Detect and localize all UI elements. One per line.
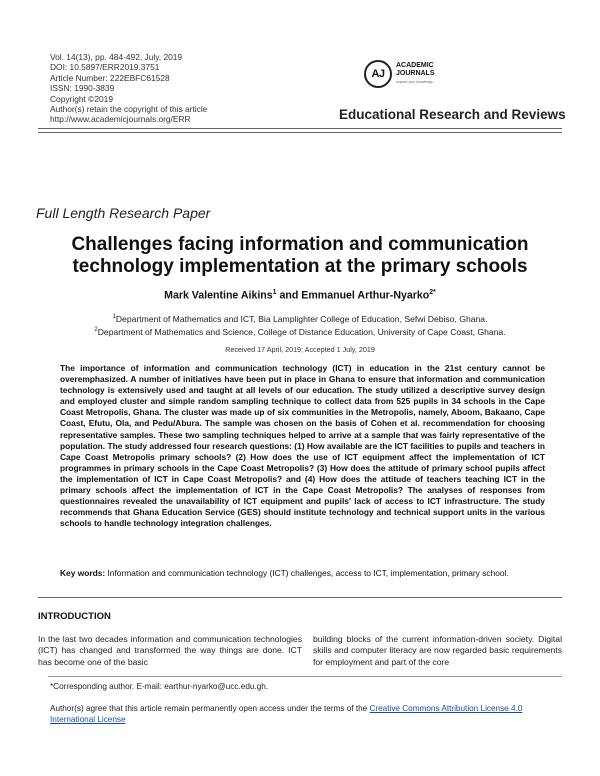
doi: DOI: 10.5897/ERR2019.3751 bbox=[50, 62, 160, 73]
publisher-logo bbox=[364, 58, 554, 98]
affiliation-marker: 1 bbox=[112, 314, 116, 320]
copyright: Copyright ©2019 bbox=[50, 93, 113, 104]
received-dates: Received 17 April, 2019; Accepted 1 July, 2019 bbox=[225, 345, 375, 354]
affiliations bbox=[30, 312, 570, 338]
corresponding-author: *Corresponding author. E-mail: earthur-nyarko@ucc.edu.gh. bbox=[50, 682, 269, 691]
abstract: The importance of information and communication technology (ICT) in education in the 21st century cannot be overemphasized. A number of initiatives have been put in place in Ghana to ensure that information and communication technology is extensively used and taught at all levels of our education. The study utilized a descriptive survey design and employed cluster and simple random sampling technique to collect data from 525 pupils in 34 schools in the Cape Coast Metropolis, Ghana. The cluster was made up of six communities in the Metropolis, namely, Aboom, Bakaano, Cape Coast, Efutu, Ola, and Pedu/Abura. The sample was chosen on the basis of Cohen et al. recommendation for choosing representative samples. These two sampling techniques helped to arrive at a sample that was fairly representative of the population. The study addressed four research questions: (1) How available are the ICT facilities to pupils and teachers in Cape Coast Metropolis primary schools? (2) How does the use of ICT equipment affect the implementation of ICT programmes in primary schools in the Cape Coast Metropolis? (3) How does the attitude of primary school pupils affect the implementation of ICT in Cape Coast Metropolis? and (4) How does the attitude of teachers teaching ICT in the primary schools affect the implementation of ICT in the Cape Coast Metropolis? The analyses of responses from questionnaires revealed the unavailability of ICT equipment and pupils' lack of access to ICT infrastructure. The study recommends that Ghana Education Service (GES) should institute technology and technical support units in the various schools to handle technology integration challenges. bbox=[60, 363, 545, 529]
affiliation-1: Department of Mathematics and ICT, Bia Lamplighter College of Education, Sefwi Debiso, Ghana. bbox=[115, 313, 488, 324]
journal-url: http://www.academicjournals.org/ERR bbox=[50, 114, 191, 125]
paper-title: Challenges facing information and communication technology implementation at the primary schools bbox=[71, 234, 529, 277]
author-superscript: 2* bbox=[429, 289, 436, 296]
author-list bbox=[30, 289, 570, 302]
journal-name: Educational Research and Reviews bbox=[339, 107, 566, 122]
logo-tagline: expand your knowledge bbox=[396, 80, 433, 84]
keywords-label: Key words: bbox=[60, 568, 106, 578]
body-column-right: building blocks of the current information-driven society. Digital skills and computer literacy are now regarded basic requirements for employment and part of the core bbox=[313, 634, 562, 667]
article-number: Article Number: 222EBFC61528 bbox=[50, 72, 170, 83]
article-metadata bbox=[50, 52, 207, 125]
keywords bbox=[60, 568, 545, 579]
research-type: Full Length Research Paper bbox=[36, 205, 211, 221]
section-divider bbox=[38, 597, 562, 598]
keywords-text: Information and communication technology (ICT) challenges, access to ICT, implementation, primary school. bbox=[105, 568, 509, 578]
affiliation-marker: 2 bbox=[94, 326, 98, 333]
author-name: Mark Valentine Aikins bbox=[164, 289, 273, 302]
logo-line2: JOURNALS bbox=[396, 70, 435, 77]
author-superscript: 1 bbox=[272, 289, 277, 296]
author-conjunction: and bbox=[276, 289, 302, 302]
rights-statement: Author(s) retain the copyright of this article bbox=[50, 104, 208, 115]
header-divider bbox=[38, 128, 562, 129]
body-column-left: In the last two decades information and communication technologies (ICT) has changed and transformed the way things are done. ICT has become one of the basic bbox=[38, 634, 302, 667]
section-heading: INTRODUCTION bbox=[38, 611, 111, 622]
volume-info: Vol. 14(13), pp. 484-492, July, 2019 bbox=[50, 52, 183, 62]
license-link[interactable]: Creative Commons Attribution License 4.0 International License bbox=[50, 704, 523, 724]
logo-mark: AJ bbox=[364, 60, 392, 88]
license-text: Author(s) agree that this article remain permanently open access under the terms of the bbox=[50, 704, 370, 713]
header-divider-secondary bbox=[38, 132, 562, 133]
logo-line1: ACADEMIC bbox=[396, 62, 434, 69]
issn: ISSN: 1990-3839 bbox=[50, 83, 115, 94]
author-name: Emmanuel Arthur-Nyarko bbox=[301, 289, 430, 302]
footnote-divider bbox=[48, 676, 562, 677]
license-statement bbox=[50, 703, 565, 725]
affiliation-2: Department of Mathematics and Science, College of Distance Education, University of Cape Coast, Ghana. bbox=[97, 326, 506, 337]
